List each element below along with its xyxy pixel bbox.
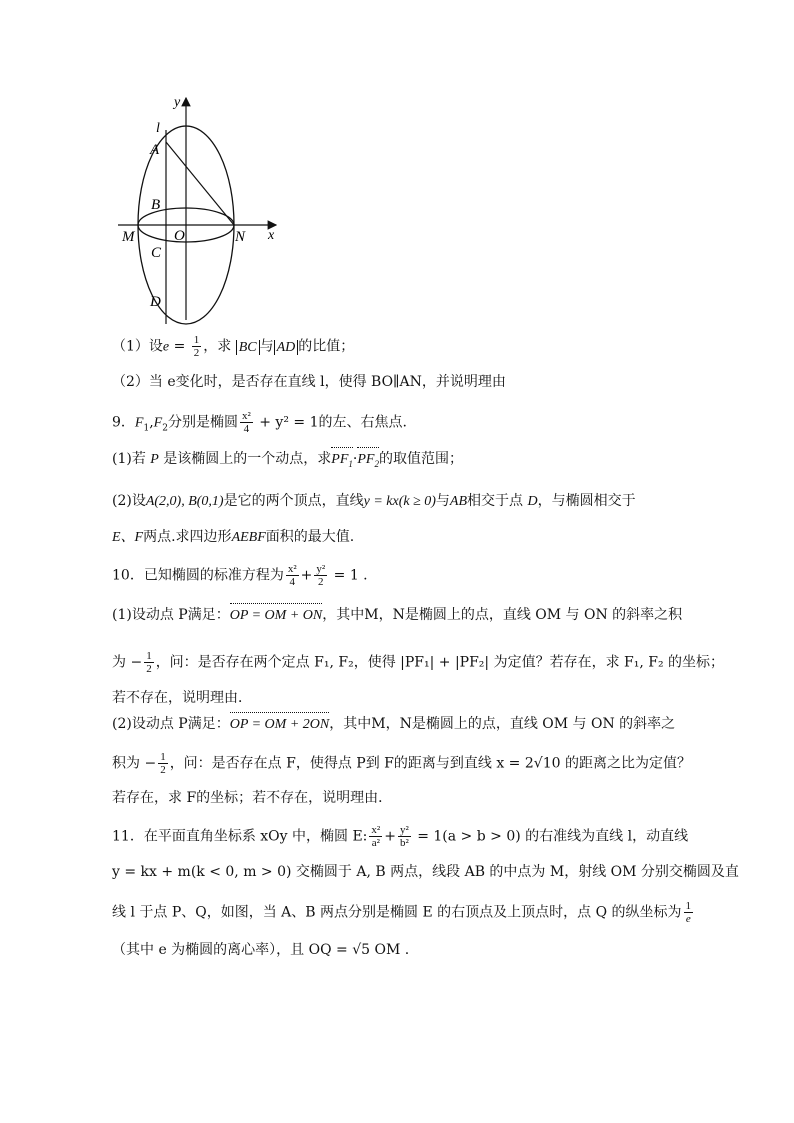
q10-p1-a: (1)设动点 P满足： xyxy=(112,607,230,623)
fraction-x2-4 xyxy=(286,563,299,588)
q9-p2-c: 与 xyxy=(435,493,450,509)
label-y: y xyxy=(174,95,181,110)
q11-line1: 11．在平面直角坐标系 xOy 中，椭圆 E: $\frac{\text{x²}}{\text{a²}}$ + $\frac{\text{y²}}{\text{b²}}$ = 1(a > b > 0) 的右准线为直线 l，动直线 xyxy=(112,824,689,849)
vector-pf1: $PF_1$ xyxy=(331,450,353,474)
q10-p1-c1: 为 − xyxy=(112,654,143,671)
frac-den: 2 xyxy=(146,663,152,675)
q8-p1-yu: 与 xyxy=(259,338,274,355)
q8-p1-e: e xyxy=(162,339,170,355)
label-b: B xyxy=(151,197,161,213)
q9-head-mid: 分别是椭圆 xyxy=(167,414,238,431)
q9-head: 9．$F_1,F_2$分别是椭圆 $\frac{\text{x²}}{4}$ + y² = 1的左、右焦点. xyxy=(112,410,407,435)
label-l: l xyxy=(156,121,160,136)
q9-f2: F xyxy=(153,415,163,431)
q10-p1-c2: ，问：是否存在两个定点 F₁, F₂，使得 |PF₁| + |PF₂| 为定值？若存在，求 F₁, F₂ 的坐标； xyxy=(155,654,725,671)
q10-p2-b: ，其中M，N是椭圆上的点，直线 OM 与 ON 的斜率之 xyxy=(329,716,676,732)
abs-ad: AD xyxy=(274,340,299,355)
q10-part1 xyxy=(112,605,682,626)
label-x: x xyxy=(268,228,275,243)
q9-p1-b: 是该椭圆上的一个动点，求 xyxy=(158,451,332,467)
q9-p2-b: 是它的两个顶点，直线 xyxy=(223,493,364,509)
q9-p1-c: 的取值范围； xyxy=(378,451,463,467)
q10-p1-b: ，其中M，N是椭圆上的点，直线 OM 与 ON 的斜率之积 xyxy=(322,607,683,623)
label-a: A xyxy=(150,142,160,158)
q11-l1-a: 11．在平面直角坐标系 xOy 中，椭圆 E: xyxy=(112,828,368,845)
vec-pf1-text: PF xyxy=(331,452,349,467)
q9-part2 xyxy=(112,491,636,512)
frac-num: 1 xyxy=(193,334,200,346)
frac-e: e xyxy=(685,913,691,925)
frac-b2: b² xyxy=(399,837,409,849)
q9-p2-d: 相交于点 xyxy=(467,493,528,509)
frac-four: 4 xyxy=(243,423,250,435)
q9-p1-a: (1)若 xyxy=(112,451,151,467)
frac-a2: a² xyxy=(371,837,380,849)
frac-two: 2 xyxy=(318,576,324,588)
q11-l3-a: 线 l 于点 P、Q，如图，当 A、B 两点分别是椭圆 E 的右顶点及上顶点时，点 Q 的纵坐标为 xyxy=(112,904,682,921)
frac-x2: x² xyxy=(371,824,381,836)
fraction-y2-2 xyxy=(314,563,327,588)
q8-p1-prefix: （1）设 xyxy=(112,338,163,355)
q9-p2-a: (2)设 xyxy=(112,493,146,509)
frac-one: 1 xyxy=(146,650,152,662)
segment-an xyxy=(166,142,234,225)
q10-p2-c1: 积为 − xyxy=(112,755,157,772)
q9-p3-quad: AEBF xyxy=(231,530,266,545)
label-o: O xyxy=(174,228,185,244)
q9-p3-a: E、F xyxy=(112,530,144,545)
q10-part2-end: 若存在，求 F的坐标；若不存在，说明理由． xyxy=(112,790,393,806)
q10-part2-cont xyxy=(112,751,691,776)
label-d: D xyxy=(150,294,161,310)
q8-p1-end: 的比值； xyxy=(298,338,355,355)
q10-part2 xyxy=(112,714,675,735)
q8-p1-eq: = xyxy=(169,338,190,355)
q9-p2-point-d: D xyxy=(527,494,538,509)
label-n: N xyxy=(235,229,246,245)
fraction-x2-4: $\frac{\text{x²}}{4}$ xyxy=(241,410,251,435)
q9-part1: (1)若 P 是该椭圆上的一个动点，求$PF_1\cdot PF_2$的取值范围； xyxy=(112,449,463,474)
frac-four: 4 xyxy=(289,576,295,588)
q10-part1-end: 若不存在，说明理由． xyxy=(112,690,252,706)
vector-pf2: $PF_2$ xyxy=(357,450,379,474)
q10-p2-a: (2)设动点 P满足： xyxy=(112,716,230,732)
q9-part2-cont xyxy=(112,527,354,548)
ellipse-figure xyxy=(112,92,292,328)
q9-head-tail: + y² = 1的左、右焦点. xyxy=(254,414,407,431)
abs-bc: BC xyxy=(236,340,260,355)
q10-head: 10．已知椭圆的标准方程为 $\frac{\text{x²}}{4}$ + $\frac{\text{y²}}{2}$ = 1 . xyxy=(112,563,368,588)
fraction-half xyxy=(192,334,202,359)
q9-p2-e: ，与椭圆相交于 xyxy=(537,493,636,509)
frac-den: 2 xyxy=(160,764,166,776)
q10-head-b: = 1 . xyxy=(329,567,368,584)
q9-p2-line: y = kx(k ≥ 0) xyxy=(363,494,436,509)
fraction-half xyxy=(158,751,168,776)
frac-one: 1 xyxy=(160,751,166,763)
frac-y2: y² xyxy=(316,563,326,575)
fraction-x2-a2 xyxy=(369,824,382,849)
q10-p2-c2: ，问：是否存在点 F，使得点 P到 F的距离与到直线 x = 2√10 的距离之比为定值？ xyxy=(169,755,691,772)
q9-p2-ab: AB xyxy=(449,494,468,509)
q10-p2-vector-eq: OP = OM + 2ON xyxy=(230,715,330,735)
q8-p1-mid: ，求 xyxy=(203,338,236,355)
q10-p1-vector-eq: OP = OM + ON xyxy=(230,606,323,626)
label-c: C xyxy=(151,245,162,261)
q9-p1-p: P xyxy=(150,452,159,467)
fraction-y2-b2 xyxy=(398,824,411,849)
q10-head-a: 10．已知椭圆的标准方程为 xyxy=(112,567,284,584)
q11-line2: y = kx + m(k < 0, m > 0) 交椭圆于 A, B 两点，线段 AB 的中点为 M，射线 OM 分别交椭圆及直 xyxy=(112,864,739,880)
frac-den: 2 xyxy=(193,347,200,359)
q9-number: 9． xyxy=(112,414,135,431)
label-m: M xyxy=(122,229,135,245)
q8-part2: （2）当 e变化时，是否存在直线 l，使得 BO∥AN，并说明理由 xyxy=(112,374,506,390)
frac-x2: x² xyxy=(287,563,297,575)
q10-part1-cont xyxy=(112,650,724,675)
frac-x: x xyxy=(241,410,248,422)
vec-pf2-text: PF xyxy=(357,452,375,467)
q11-line4: （其中 e 为椭圆的离心率），且 OQ = √5 OM . xyxy=(112,942,410,958)
q9-p3-c: 面积的最大值. xyxy=(265,529,355,545)
frac-y2: y² xyxy=(399,824,409,836)
q9-f1: F xyxy=(134,415,144,431)
fraction-half xyxy=(144,650,154,675)
q9-p2-points: A(2,0), B(0,1) xyxy=(145,494,224,509)
fraction-1-e xyxy=(684,900,694,925)
q11-line3 xyxy=(112,900,695,925)
frac-one: 1 xyxy=(685,900,692,912)
q9-p3-b: 两点.求四边形 xyxy=(143,529,232,545)
q8-part1 xyxy=(112,334,354,359)
q11-l1-b: = 1(a > b > 0) 的右准线为直线 l，动直线 xyxy=(412,828,689,845)
